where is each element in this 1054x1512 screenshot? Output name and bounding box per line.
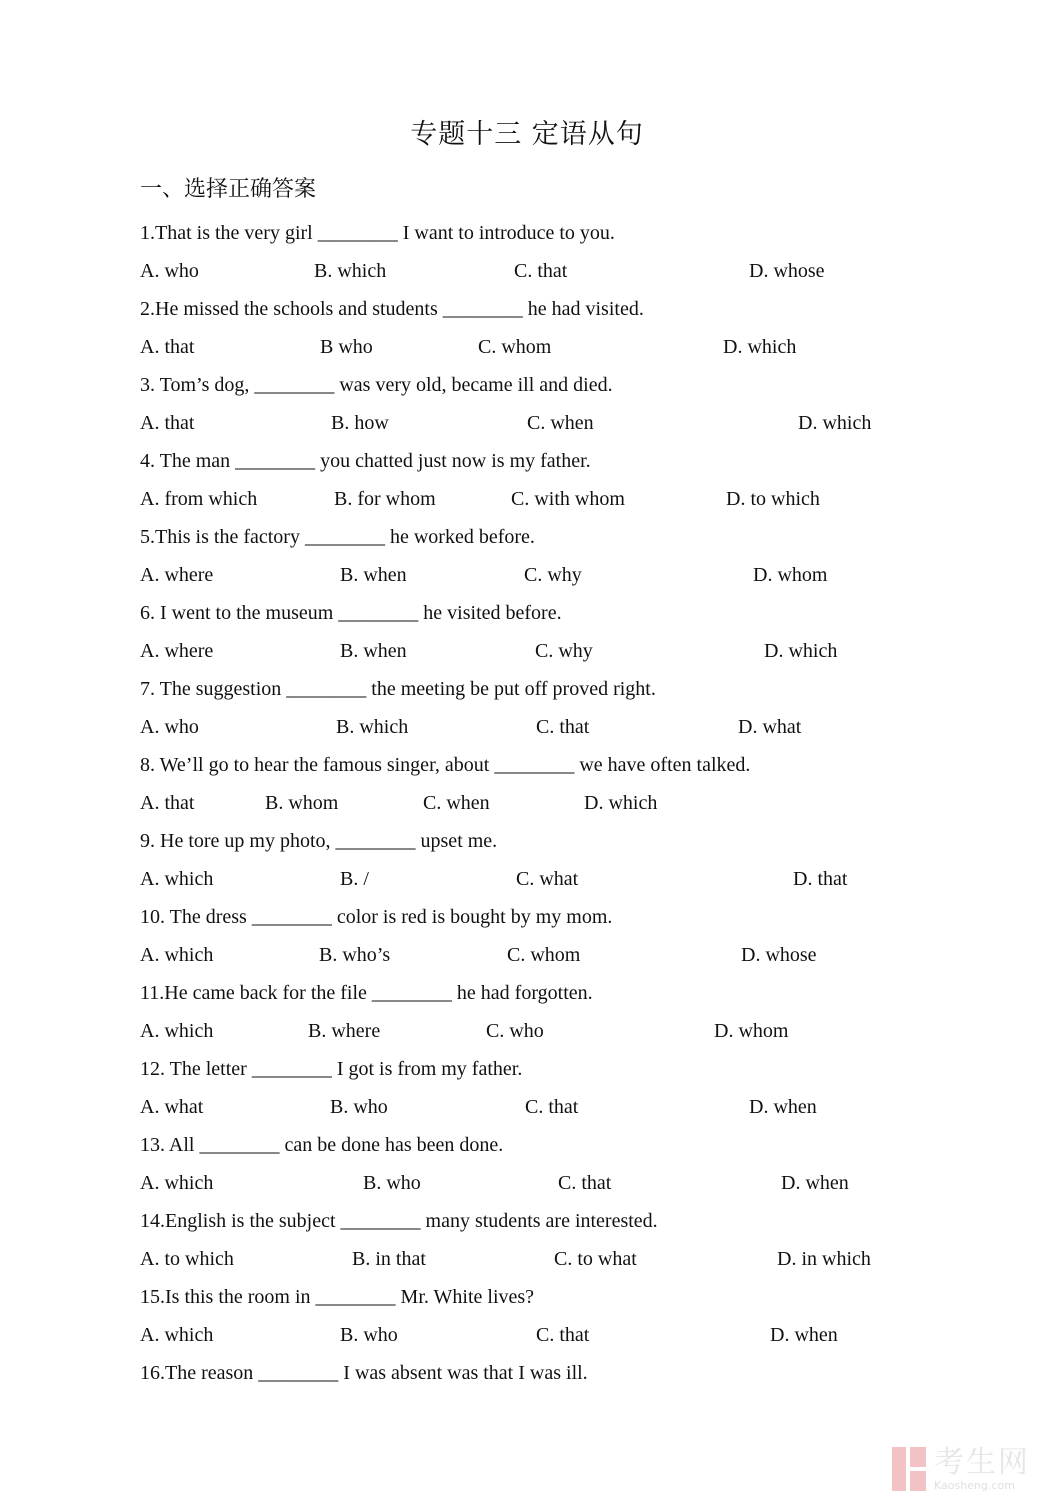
answer-option: A. from which: [140, 488, 258, 510]
page-title: 专题十三 定语从句: [410, 119, 644, 150]
question-stem: 14.English is the subject ________ many students are interested.: [140, 1210, 658, 1232]
answer-option: C. why: [524, 564, 582, 586]
answer-option: A. that: [140, 412, 195, 434]
options-row: [140, 560, 1000, 598]
answer-option: C. whom: [478, 336, 552, 358]
answer-option: B. who: [363, 1172, 421, 1194]
answer-option: A. who: [140, 716, 199, 738]
options-row: [140, 256, 1000, 294]
options-row: [140, 940, 1000, 978]
answer-option: D. whom: [714, 1020, 789, 1042]
answer-option: C. whom: [507, 944, 581, 966]
answer-option: B. when: [340, 640, 407, 662]
options-row: [140, 1320, 1000, 1358]
question-stem: 13. All ________ can be done has been done.: [140, 1134, 504, 1156]
answer-option: B who: [320, 336, 373, 358]
answer-option: C. that: [525, 1096, 579, 1118]
section-heading: 一、选择正确答案: [140, 177, 317, 202]
answer-option: B. when: [340, 564, 407, 586]
answer-option: D. whose: [741, 944, 817, 966]
answer-option: D. whose: [749, 260, 825, 282]
question-stem: 8. We’ll go to hear the famous singer, about ________ we have often talked.: [140, 754, 751, 776]
answer-option: D. when: [781, 1172, 849, 1194]
answer-option: D. whom: [753, 564, 828, 586]
question-stem: 16.The reason ________ I was absent was that I was ill.: [140, 1362, 588, 1384]
options-row: [140, 332, 1000, 370]
answer-option: A. which: [140, 944, 214, 966]
answer-option: C. when: [423, 792, 490, 814]
options-row: [140, 484, 1000, 522]
answer-option: C. what: [516, 868, 579, 890]
question-stem: 2.He missed the schools and students ________ he had visited.: [140, 298, 644, 320]
question-stem: 10. The dress ________ color is red is bought by my mom.: [140, 906, 613, 928]
question-stem: 11.He came back for the file ________ he had forgotten.: [140, 982, 593, 1004]
question-stem: 3. Tom’s dog, ________ was very old, became ill and died.: [140, 374, 613, 396]
watermark-text: 考生网: [934, 1445, 1030, 1480]
options-row: [140, 1016, 1000, 1054]
question-stem: 9. He tore up my photo, ________ upset me.: [140, 830, 498, 852]
answer-option: C. to what: [554, 1248, 637, 1270]
options-row: [140, 788, 1000, 826]
answer-option: D. which: [798, 412, 872, 434]
answer-option: C. with whom: [511, 488, 625, 510]
answer-option: A. to which: [140, 1248, 234, 1270]
answer-option: C. that: [558, 1172, 612, 1194]
answer-option: D. which: [723, 336, 797, 358]
answer-option: B. who: [330, 1096, 388, 1118]
answer-option: D. in which: [777, 1248, 871, 1270]
watermark-logo-icon: [890, 1447, 928, 1491]
options-row: [140, 408, 1000, 446]
answer-option: B. who: [340, 1324, 398, 1346]
answer-option: D. when: [749, 1096, 817, 1118]
options-row: [140, 1168, 1000, 1206]
answer-option: C. that: [536, 716, 590, 738]
answer-option: B. who’s: [319, 944, 391, 966]
answer-option: A. where: [140, 564, 214, 586]
answer-option: A. where: [140, 640, 214, 662]
answer-option: C. why: [535, 640, 593, 662]
answer-option: D. which: [764, 640, 838, 662]
answer-option: A. which: [140, 1020, 214, 1042]
options-row: [140, 712, 1000, 750]
answer-option: D. to which: [726, 488, 820, 510]
answer-option: C. that: [536, 1324, 590, 1346]
question-stem: 5.This is the factory ________ he worked before.: [140, 526, 535, 548]
options-row: [140, 1092, 1000, 1130]
answer-option: C. who: [486, 1020, 544, 1042]
watermark: [890, 1446, 1030, 1492]
answer-option: D. that: [793, 868, 848, 890]
question-stem: 15.Is this the room in ________ Mr. White lives?: [140, 1286, 535, 1308]
question-stem: 12. The letter ________ I got is from my father.: [140, 1058, 523, 1080]
answer-option: A. that: [140, 792, 195, 814]
answer-option: D. which: [584, 792, 658, 814]
options-row: [140, 864, 1000, 902]
answer-option: B. whom: [265, 792, 339, 814]
answer-option: B. how: [331, 412, 389, 434]
answer-option: C. when: [527, 412, 594, 434]
answer-option: B. which: [336, 716, 409, 738]
watermark-url: Kaosheng.com: [934, 1479, 1015, 1492]
answer-option: B. in that: [352, 1248, 426, 1270]
question-list: [140, 218, 1000, 1396]
question-stem: 7. The suggestion ________ the meeting be put off proved right.: [140, 678, 656, 700]
question-stem: 1.That is the very girl ________ I want to introduce to you.: [140, 222, 615, 244]
answer-option: B. for whom: [334, 488, 436, 510]
options-row: [140, 636, 1000, 674]
answer-option: C. that: [514, 260, 568, 282]
answer-option: B. which: [314, 260, 387, 282]
answer-option: A. which: [140, 1172, 214, 1194]
answer-option: A. what: [140, 1096, 204, 1118]
question-stem: 4. The man ________ you chatted just now is my father.: [140, 450, 591, 472]
answer-option: B. where: [308, 1020, 381, 1042]
answer-option: A. who: [140, 260, 199, 282]
answer-option: A. which: [140, 1324, 214, 1346]
answer-option: D. what: [738, 716, 802, 738]
question-stem: 6. I went to the museum ________ he visited before.: [140, 602, 562, 624]
answer-option: A. that: [140, 336, 195, 358]
options-row: [140, 1244, 1000, 1282]
answer-option: A. which: [140, 868, 214, 890]
answer-option: D. when: [770, 1324, 838, 1346]
answer-option: B. /: [340, 868, 369, 890]
